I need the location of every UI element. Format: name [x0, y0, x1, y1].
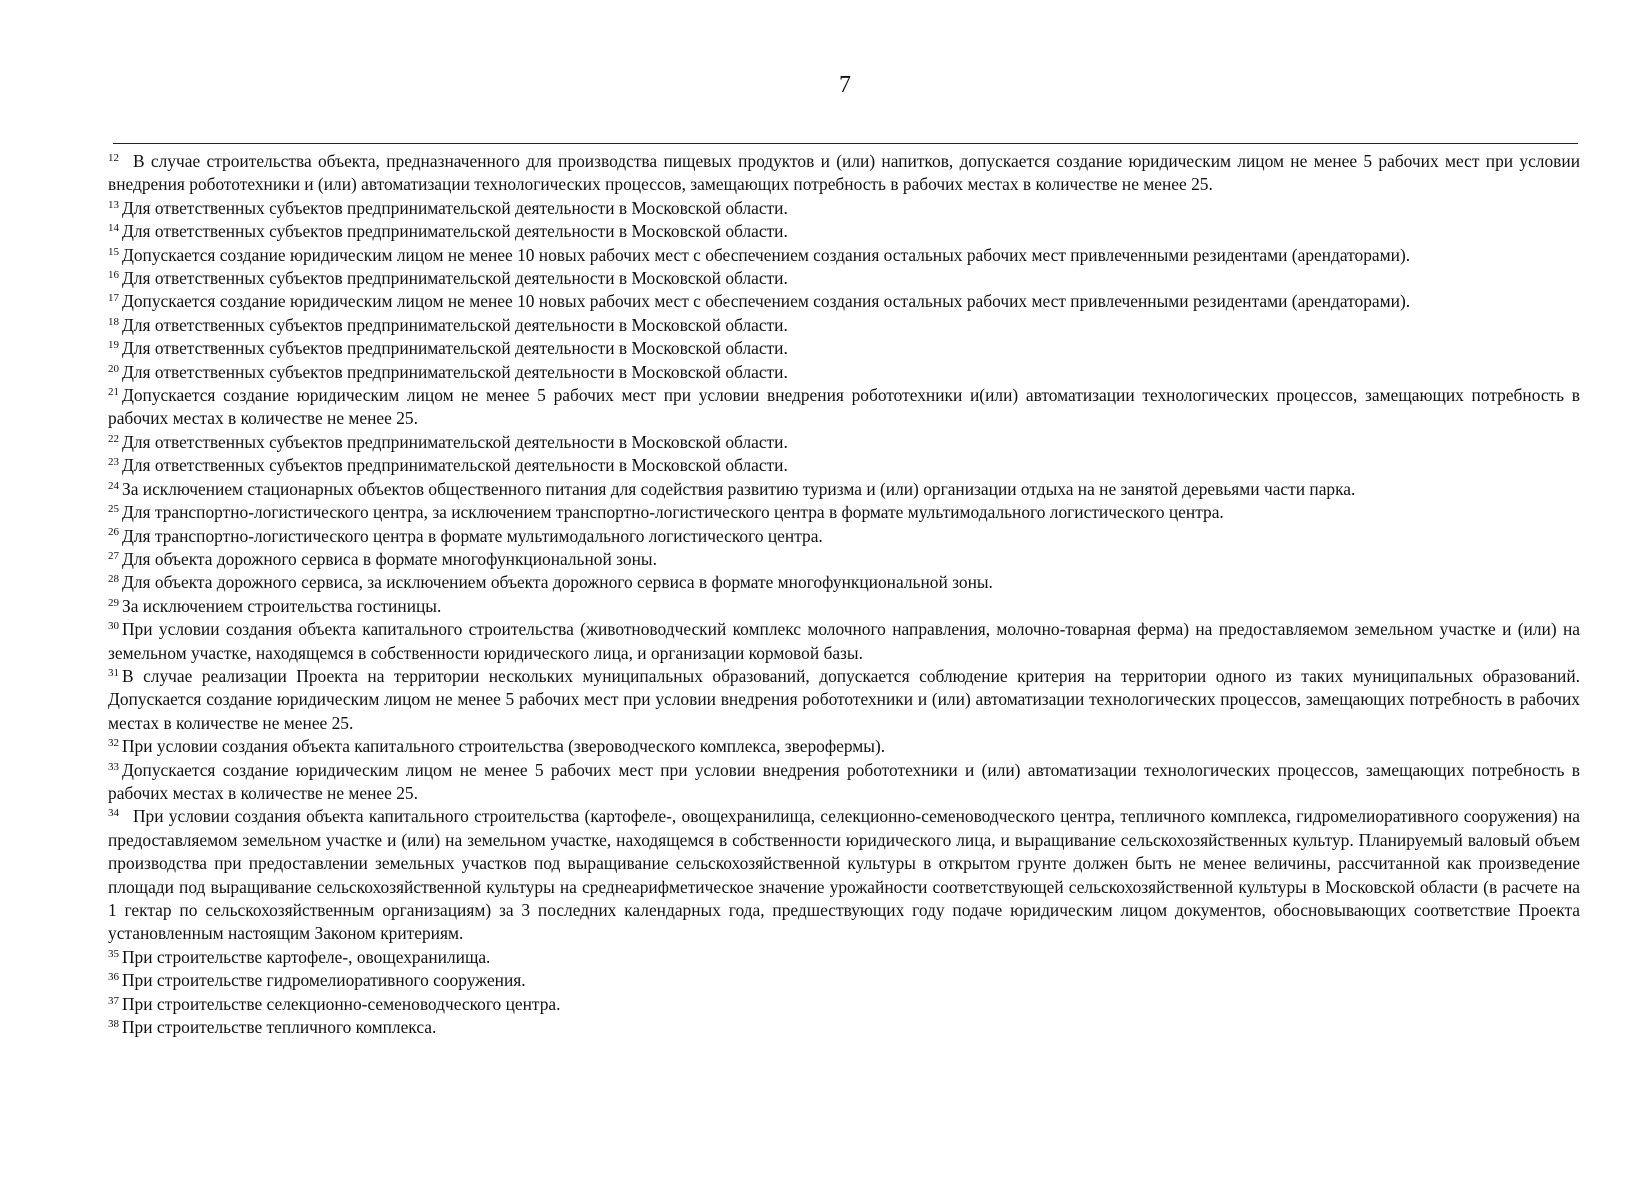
- footnote-text: Для ответственных субъектов предпринимательской деятельности в Московской области.: [122, 431, 788, 452]
- footnote-text: При строительстве тепличного комплекса.: [122, 1017, 437, 1038]
- footnote-number: 33: [108, 760, 119, 773]
- footnote-number: 24: [108, 479, 119, 492]
- footnote-13: [108, 197, 1580, 220]
- footnote-35: [108, 946, 1580, 969]
- footnote-text: При строительстве картофеле-, овощехранилища.: [122, 946, 491, 967]
- footnote-number: 13: [108, 198, 119, 211]
- footnote-17: [108, 290, 1580, 313]
- footnote-15: [108, 244, 1580, 267]
- footnote-text: Для ответственных субъектов предпринимательской деятельности в Московской области.: [122, 361, 788, 382]
- footnote-34: [108, 805, 1580, 945]
- footnote-number: 16: [108, 268, 119, 281]
- footnote-text: В случае реализации Проекта на территории нескольких муниципальных образований, допускается соблюдение критерия на территории одного из таких муниципальных образований. Допускается создание юридическим лицом не менее 5 рабочих мест при условии внедрения робототехники и (или) автоматизации технологических процессов, замещающих потребность в рабочих местах в количестве не менее 25.: [108, 665, 1580, 733]
- footnote-text: Для объекта дорожного сервиса в формате многофункциональной зоны.: [122, 548, 657, 569]
- footnote-text: В случае строительства объекта, предназначенного для производства пищевых продуктов и (или) напитков, допускается создание юридическим лицом не менее 5 рабочих мест при условии внедрения робототехники и (или) автоматизации технологических процессов, замещающих потребность в рабочих местах в количестве не менее 25.: [108, 151, 1580, 195]
- footnote-16: [108, 267, 1580, 290]
- footnote-number: 19: [108, 339, 119, 352]
- footnotes-list: [108, 150, 1580, 1039]
- footnote-18: [108, 314, 1580, 337]
- footnote-12: [108, 150, 1580, 197]
- footnote-text: За исключением стационарных объектов общественного питания для содействия развитию туризма и (или) организации отдыха на не занятой деревьями части парка.: [122, 478, 1356, 499]
- footnote-38: [108, 1016, 1580, 1039]
- footnote-28: [108, 571, 1580, 594]
- footnote-text: Для объекта дорожного сервиса, за исключением объекта дорожного сервиса в формате многофункциональной зоны.: [122, 572, 993, 593]
- footnote-number: 18: [108, 315, 119, 328]
- footnote-19: [108, 337, 1580, 360]
- footnote-text: Для ответственных субъектов предпринимательской деятельности в Московской области.: [122, 268, 788, 289]
- footnote-24: [108, 478, 1580, 501]
- footnote-number: 20: [108, 362, 119, 375]
- footnote-14: [108, 220, 1580, 243]
- footnote-text: Допускается создание юридическим лицом не менее 10 новых рабочих мест с обеспечением создания остальных рабочих мест привлеченными резидентами (арендаторами).: [122, 244, 1411, 265]
- footnote-29: [108, 595, 1580, 618]
- footnote-text: При условии создания объекта капитального строительства (картофеле-, овощехранилища, селекционно-семеноводческого центра, тепличного комплекса, гидромелиоративного сооружения) на предоставляемом земельном участке и (или) на земельном участке, находящемся в собственности юридического лица, и выращивание сельскохозяйственных культур. Планируемый валовый объем производства при предоставлении земельных участков под выращивание сельскохозяйственной культуры в открытом грунте должен быть не менее величины, рассчитанной как произведение площади под выращивание сельскохозяйственной культуры на среднеарифметическое значение урожайности соответствующей сельскохозяйственной культуры в Московской области (в расчете на 1 гектар по сельскохозяйственным организациям) за 3 последних календарных года, предшествующих году подаче юридическим лицом документов, обосновывающих соответствие Проекта установленным настоящим Законом критериям.: [108, 806, 1580, 944]
- footnote-number: 29: [108, 596, 119, 609]
- footnote-25: [108, 501, 1580, 524]
- footnote-number: 34: [108, 807, 119, 820]
- footnote-text: Для транспортно-логистического центра, за исключением транспортно-логистического центра в формате мультимодального логистического центра.: [122, 502, 1224, 523]
- footnote-number: 31: [108, 666, 119, 679]
- footnote-text: Допускается создание юридическим лицом не менее 5 рабочих мест при условии внедрения робототехники и (или) автоматизации технологических процессов, замещающих потребность в рабочих местах в количестве не менее 25.: [108, 759, 1580, 803]
- footnote-text: Для ответственных субъектов предпринимательской деятельности в Московской области.: [122, 338, 788, 359]
- footnote-text: Для транспортно-логистического центра в формате мультимодального логистического центра.: [122, 525, 823, 546]
- footnote-number: 27: [108, 549, 119, 562]
- footnote-23: [108, 454, 1580, 477]
- footnote-text: При условии создания объекта капитального строительства (животноводческий комплекс молочного направления, молочно-товарная ферма) на предоставляемом земельном участке и (или) на земельном участке, находящемся в собственности юридического лица, и организации кормовой базы.: [108, 619, 1580, 663]
- footnote-number: 15: [108, 245, 119, 258]
- footnote-36: [108, 969, 1580, 992]
- footnote-text: Допускается создание юридическим лицом не менее 5 рабочих мест при условии внедрения робототехники и(или) автоматизации технологических процессов, замещающих потребность в рабочих местах в количестве не менее 25.: [108, 385, 1580, 429]
- footnote-text: Для ответственных субъектов предпринимательской деятельности в Московской области.: [122, 455, 788, 476]
- footnote-text: При строительстве селекционно-семеноводческого центра.: [122, 993, 561, 1014]
- footnote-37: [108, 993, 1580, 1016]
- footnote-text: При строительстве гидромелиоративного сооружения.: [122, 970, 526, 991]
- footnote-32: [108, 735, 1580, 758]
- footnote-20: [108, 361, 1580, 384]
- footnote-33: [108, 759, 1580, 806]
- footnote-text: Для ответственных субъектов предпринимательской деятельности в Московской области.: [122, 221, 788, 242]
- footnote-number: 12: [108, 151, 119, 164]
- footnote-number: 37: [108, 994, 119, 1007]
- footnote-number: 17: [108, 292, 119, 305]
- footnote-number: 23: [108, 456, 119, 469]
- footnote-27: [108, 548, 1580, 571]
- footnote-31: [108, 665, 1580, 735]
- footnote-number: 35: [108, 947, 119, 960]
- footnote-number: 21: [108, 386, 119, 399]
- footnote-30: [108, 618, 1580, 665]
- footnote-number: 32: [108, 737, 119, 750]
- footnote-number: 14: [108, 222, 119, 235]
- footnote-21: [108, 384, 1580, 431]
- footnote-number: 26: [108, 526, 119, 539]
- footnote-number: 38: [108, 1017, 119, 1030]
- footnote-number: 30: [108, 620, 119, 633]
- footnote-number: 22: [108, 432, 119, 445]
- footnote-separator: [113, 143, 1578, 144]
- footnote-text: За исключением строительства гостиницы.: [122, 595, 442, 616]
- footnote-text: Для ответственных субъектов предпринимательской деятельности в Московской области.: [122, 314, 788, 335]
- footnote-number: 28: [108, 573, 119, 586]
- footnote-text: При условии создания объекта капитального строительства (звероводческого комплекса, зверофермы).: [122, 736, 886, 757]
- footnote-text: Допускается создание юридическим лицом не менее 10 новых рабочих мест с обеспечением создания остальных рабочих мест привлеченными резидентами (арендаторами).: [122, 291, 1411, 312]
- footnote-text: Для ответственных субъектов предпринимательской деятельности в Московской области.: [122, 197, 788, 218]
- page-number: 7: [839, 72, 851, 98]
- footnote-26: [108, 525, 1580, 548]
- footnote-22: [108, 431, 1580, 454]
- footnote-number: 36: [108, 971, 119, 984]
- footnote-number: 25: [108, 503, 119, 516]
